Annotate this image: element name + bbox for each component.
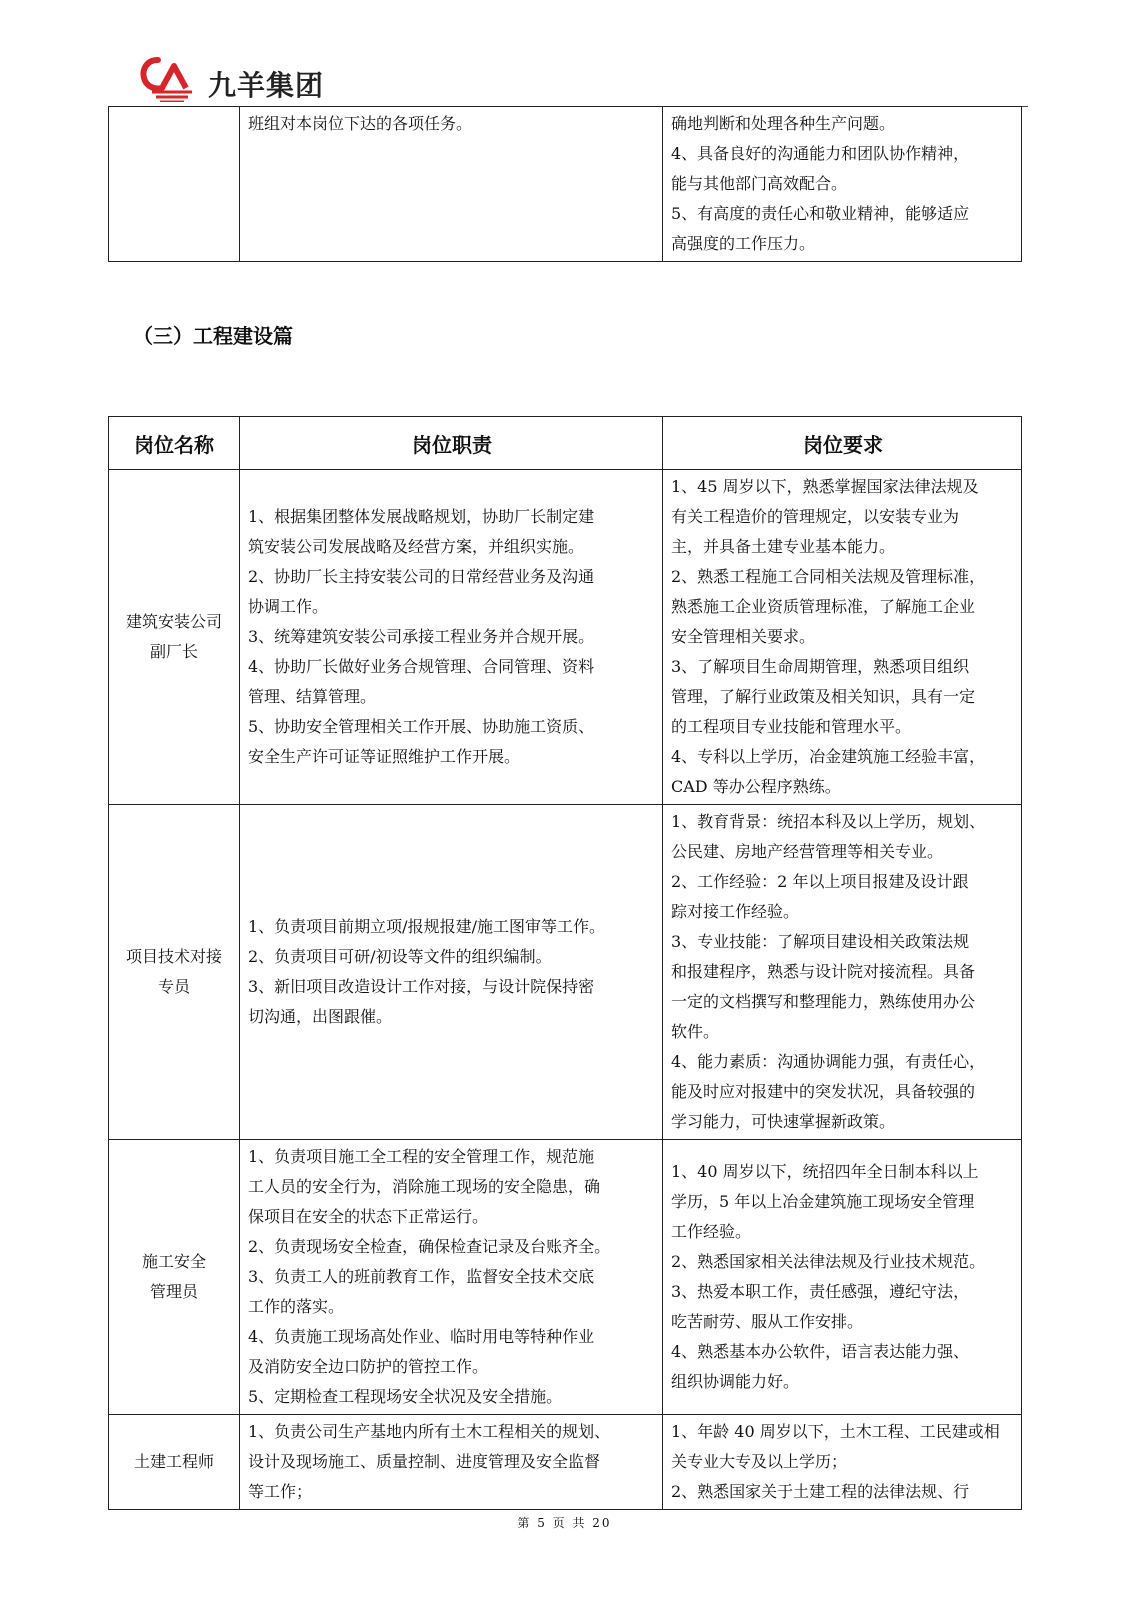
- position-name: 建筑安装公司: [125, 612, 222, 631]
- table-row: [109, 1415, 1022, 1510]
- page-number: 第 5 页 共 20: [517, 1516, 612, 1530]
- duty-line: 班组对本岗位下达的各项任务。: [248, 114, 473, 133]
- requirement-line: 能与其他部门高效配合。: [671, 174, 848, 193]
- requirement-line: 高强度的工作压力。: [671, 234, 816, 253]
- positions-table: [108, 416, 1022, 1510]
- duty-cell: [240, 470, 663, 805]
- duty-cell: [240, 107, 663, 262]
- requirement-line: 能及时应对报建中的突发状况，具备较强的: [671, 1082, 976, 1101]
- position-name-cell: [109, 1415, 240, 1510]
- requirement-line: 4、熟悉基本办公软件，语言表达能力强、: [671, 1342, 970, 1361]
- requirement-line: CAD 等办公程序熟练。: [671, 777, 841, 796]
- duty-line: 管理、结算管理。: [248, 687, 377, 706]
- position-name: 专员: [157, 977, 190, 996]
- duty-line: 及消防安全边口防护的管控工作。: [248, 1357, 489, 1376]
- requirement-line: 3、了解项目生命周期管理，熟悉项目组织: [671, 657, 970, 676]
- duty-line: 2、协助厂长主持安装公司的日常经营业务及沟通: [248, 567, 595, 586]
- requirement-line: 1、教育背景：统招本科及以上学历，规划、: [671, 812, 986, 831]
- table-row: [109, 1140, 1022, 1415]
- requirement-line: 3、专业技能：了解项目建设相关政策法规: [671, 932, 970, 951]
- duty-line: 切沟通，出图跟催。: [248, 1007, 393, 1026]
- table-row: [109, 470, 1022, 805]
- position-name-cell: [109, 107, 240, 262]
- duty-line: 筑安装公司发展战略及经营方案，并组织实施。: [248, 537, 585, 556]
- requirement-line: 主，并具备土建专业基本能力。: [671, 537, 896, 556]
- duty-line: 设计及现场施工、质量控制、进度管理及安全监督: [248, 1452, 601, 1471]
- duty-line: 1、根据集团整体发展战略规划，协助厂长制定建: [248, 507, 595, 526]
- duty-line: 5、定期检查工程现场安全状况及安全措施。: [248, 1387, 563, 1406]
- table-header-row: [109, 417, 1022, 470]
- duty-line: 工人员的安全行为，消除施工现场的安全隐患，确: [248, 1177, 601, 1196]
- requirement-line: 吃苦耐劳、服从工作安排。: [671, 1312, 864, 1331]
- position-name-cell: [109, 470, 240, 805]
- section-title: （三）工程建设篇: [133, 324, 293, 348]
- requirement-line: 和报建程序，熟悉与设计院对接流程。具备: [671, 962, 976, 981]
- continued-table: [108, 106, 1022, 262]
- requirement-line: 5、有高度的责任心和敬业精神，能够适应: [671, 204, 970, 223]
- duty-line: 4、协助厂长做好业务合规管理、合同管理、资料: [248, 657, 595, 676]
- duty-line: 保项目在安全的状态下正常运行。: [248, 1207, 489, 1226]
- requirement-line: 1、年龄 40 周岁以下，土木工程、工民建或相: [671, 1422, 1000, 1441]
- duty-line: 1、负责项目前期立项/报规报建/施工图审等工作。: [248, 917, 605, 936]
- position-name: 管理员: [149, 1282, 198, 1301]
- requirement-cell: [663, 1415, 1022, 1510]
- requirement-line: 学习能力，可快速掌握新政策。: [671, 1112, 896, 1131]
- duty-line: 2、负责项目可研/初设等文件的组织编制。: [248, 947, 552, 966]
- position-name: 项目技术对接: [125, 947, 222, 966]
- column-header-duty: 岗位职责: [240, 417, 663, 470]
- requirement-line: 2、熟悉工程施工合同相关法规及管理标准，: [671, 567, 986, 586]
- requirement-line: 安全管理相关要求。: [671, 627, 816, 646]
- duty-line: 5、协助安全管理相关工作开展、协助施工资质、: [248, 717, 595, 736]
- duty-line: 协调工作。: [248, 597, 329, 616]
- table-row: [109, 805, 1022, 1140]
- requirement-line: 3、热爱本职工作，责任感强，遵纪守法，: [671, 1282, 970, 1301]
- requirement-cell: [663, 805, 1022, 1140]
- requirement-line: 踪对接工作经验。: [671, 902, 800, 921]
- requirement-line: 2、熟悉国家关于土建工程的法律法规、行: [671, 1482, 970, 1501]
- position-name: 副厂长: [149, 642, 198, 661]
- duty-line: 1、负责项目施工全工程的安全管理工作，规范施: [248, 1147, 595, 1166]
- requirement-line: 组织协调能力好。: [671, 1372, 800, 1391]
- requirement-line: 4、具备良好的沟通能力和团队协作精神，: [671, 144, 970, 163]
- requirement-line: 一定的文档撰写和整理能力，熟练使用办公: [671, 992, 976, 1011]
- company-name: 九羊集团: [208, 69, 325, 102]
- requirement-line: 公民建、房地产经营管理等相关专业。: [671, 842, 944, 861]
- position-name: 土建工程师: [133, 1452, 214, 1471]
- requirement-cell: [663, 1140, 1022, 1415]
- position-name-cell: [109, 805, 240, 1140]
- requirement-line: 4、专科以上学历，冶金建筑施工经验丰富，: [671, 747, 986, 766]
- duty-line: 安全生产许可证等证照维护工作开展。: [248, 747, 521, 766]
- position-name-cell: [109, 1140, 240, 1415]
- requirement-line: 熟悉施工企业资质管理标准，了解施工企业: [671, 597, 976, 616]
- requirement-line: 软件。: [671, 1022, 720, 1041]
- duty-cell: [240, 1140, 663, 1415]
- duty-line: 3、统筹建筑安装公司承接工程业务并合规开展。: [248, 627, 595, 646]
- requirement-line: 确地判断和处理各种生产问题。: [671, 114, 896, 133]
- company-logo-icon: [140, 56, 202, 102]
- duty-line: 2、负责现场安全检查，确保检查记录及台账齐全。: [248, 1237, 611, 1256]
- duty-line: 1、负责公司生产基地内所有土木工程相关的规划、: [248, 1422, 611, 1441]
- requirement-line: 2、熟悉国家相关法律法规及行业技术规范。: [671, 1252, 986, 1271]
- requirement-line: 管理，了解行业政策及相关知识，具有一定: [671, 687, 976, 706]
- duty-cell: [240, 1415, 663, 1510]
- duty-line: 3、新旧项目改造设计工作对接，与设计院保持密: [248, 977, 595, 996]
- requirement-line: 4、能力素质：沟通协调能力强，有责任心，: [671, 1052, 986, 1071]
- duty-line: 等工作；: [248, 1482, 313, 1501]
- requirement-line: 有关工程造价的管理规定，以安装专业为: [671, 507, 960, 526]
- requirement-line: 工作经验。: [671, 1222, 752, 1241]
- duty-line: 工作的落实。: [248, 1297, 345, 1316]
- requirement-cell: [663, 107, 1022, 262]
- position-name: 施工安全: [141, 1252, 206, 1271]
- requirement-cell: [663, 470, 1022, 805]
- requirement-line: 2、工作经验：2 年以上项目报建及设计跟: [671, 872, 969, 891]
- duty-line: 4、负责施工现场高处作业、临时用电等特种作业: [248, 1327, 595, 1346]
- column-header-position: 岗位名称: [109, 417, 240, 470]
- requirement-line: 1、45 周岁以下，熟悉掌握国家法律法规及: [671, 477, 979, 496]
- duty-line: 3、负责工人的班前教育工作，监督安全技术交底: [248, 1267, 595, 1286]
- requirement-line: 关专业大专及以上学历；: [671, 1452, 848, 1471]
- table-row: [109, 107, 1022, 262]
- requirement-line: 1、40 周岁以下，统招四年全日制本科以上: [671, 1162, 979, 1181]
- column-header-requirement: 岗位要求: [663, 417, 1022, 470]
- requirement-line: 学历，5 年以上冶金建筑施工现场安全管理: [671, 1192, 975, 1211]
- duty-cell: [240, 805, 663, 1140]
- requirement-line: 的工程项目专业技能和管理水平。: [671, 717, 912, 736]
